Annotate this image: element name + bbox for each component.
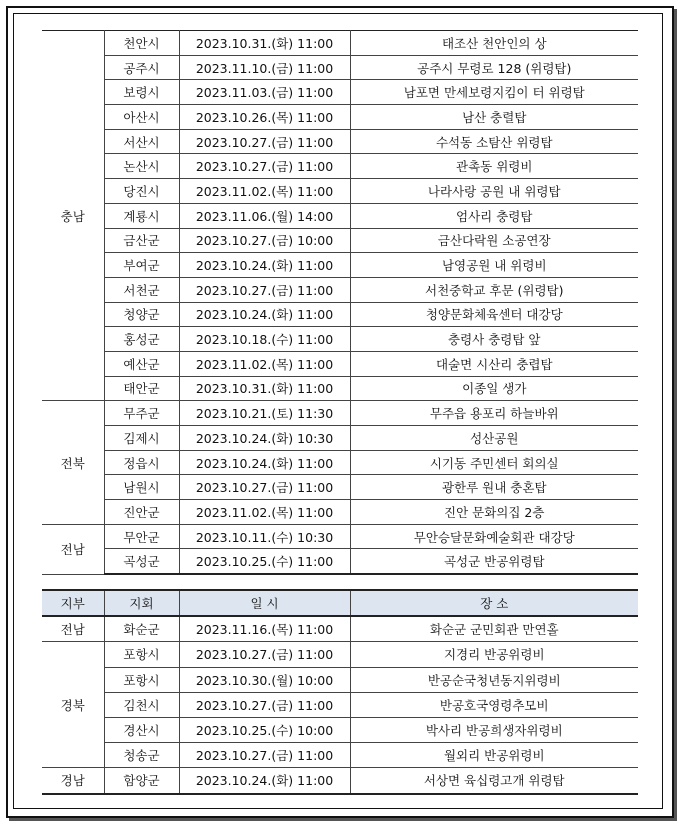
place-cell: 엄사리 충령탑	[350, 203, 638, 228]
place-cell: 수석동 소탐산 위령탑	[350, 129, 638, 154]
table-row	[42, 302, 638, 327]
table-row	[42, 500, 638, 525]
header-branch: 지회	[104, 590, 179, 616]
branch-cell: 무주군	[104, 401, 179, 426]
table-row	[42, 401, 638, 426]
place-cell: 청양문화체육센터 대강당	[350, 302, 638, 327]
place-cell: 공주시 무령로 128 (위령탑)	[350, 55, 638, 80]
date-cell: 2023.11.10.(금) 11:00	[179, 55, 350, 80]
branch-cell: 화순군	[104, 616, 179, 642]
date-cell: 2023.10.27.(금) 10:00	[179, 228, 350, 253]
branch-cell: 부여군	[104, 253, 179, 278]
place-cell: 월외리 반공위령비	[350, 743, 638, 768]
branch-cell: 금산군	[104, 228, 179, 253]
date-cell: 2023.10.27.(금) 11:00	[179, 642, 350, 667]
table-row	[42, 179, 638, 204]
table-row	[42, 549, 638, 574]
place-cell: 곡성군 반공위령탑	[350, 549, 638, 574]
table-row	[42, 475, 638, 500]
date-cell: 2023.11.02.(목) 11:00	[179, 179, 350, 204]
region-cell: 전북	[42, 401, 104, 524]
date-cell: 2023.11.03.(금) 11:00	[179, 80, 350, 105]
branch-cell: 서산시	[104, 129, 179, 154]
branch-cell: 계룡시	[104, 203, 179, 228]
branch-cell: 김제시	[104, 426, 179, 451]
date-cell: 2023.10.18.(수) 11:00	[179, 327, 350, 352]
place-cell: 충령사 충령탑 앞	[350, 327, 638, 352]
place-cell: 박사리 반공희생자위령비	[350, 717, 638, 742]
branch-cell: 무안군	[104, 524, 179, 549]
date-cell: 2023.10.21.(토) 11:30	[179, 401, 350, 426]
date-cell: 2023.11.06.(월) 14:00	[179, 203, 350, 228]
table-row	[42, 667, 638, 692]
branch-cell: 아산시	[104, 105, 179, 130]
branch-cell: 당진시	[104, 179, 179, 204]
table-row	[42, 692, 638, 717]
branch-cell: 예산군	[104, 351, 179, 376]
date-cell: 2023.11.16.(목) 11:00	[179, 616, 350, 642]
branch-cell: 청송군	[104, 743, 179, 768]
table-row	[42, 129, 638, 154]
place-cell: 나라사랑 공원 내 위령탑	[350, 179, 638, 204]
branch-cell: 함양군	[104, 768, 179, 794]
branch-cell: 진안군	[104, 500, 179, 525]
place-cell: 태조산 천안인의 상	[350, 31, 638, 56]
header-region: 지부	[42, 590, 104, 616]
branch-cell: 김천시	[104, 692, 179, 717]
table-row	[42, 253, 638, 278]
schedule-table-upper	[42, 30, 638, 575]
date-cell: 2023.11.02.(목) 11:00	[179, 351, 350, 376]
place-cell: 진안 문화의집 2층	[350, 500, 638, 525]
schedule-table-lower	[42, 589, 638, 795]
place-cell: 남산 충렬탑	[350, 105, 638, 130]
region-cell: 전남	[42, 616, 104, 642]
place-cell: 서상면 육십령고개 위령탑	[350, 768, 638, 794]
table-row	[42, 277, 638, 302]
place-cell: 이종일 생가	[350, 376, 638, 401]
header-place: 장 소	[350, 590, 638, 616]
table-row	[42, 616, 638, 642]
region-cell: 경남	[42, 768, 104, 794]
table-row	[42, 717, 638, 742]
date-cell: 2023.10.27.(금) 11:00	[179, 692, 350, 717]
table-row	[42, 376, 638, 401]
place-cell: 남영공원 내 위령비	[350, 253, 638, 278]
branch-cell: 천안시	[104, 31, 179, 56]
place-cell: 남포면 만세보령지킴이 터 위령탑	[350, 80, 638, 105]
date-cell: 2023.10.27.(금) 11:00	[179, 129, 350, 154]
header-row	[42, 590, 638, 616]
branch-cell: 논산시	[104, 154, 179, 179]
region-cell: 전남	[42, 524, 104, 574]
branch-cell: 서천군	[104, 277, 179, 302]
date-cell: 2023.10.11.(수) 10:30	[179, 524, 350, 549]
table-row	[42, 524, 638, 549]
date-cell: 2023.11.02.(목) 11:00	[179, 500, 350, 525]
table-row	[42, 642, 638, 667]
place-cell: 무주읍 용포리 하늘바위	[350, 401, 638, 426]
branch-cell: 청양군	[104, 302, 179, 327]
table-row	[42, 768, 638, 794]
table-row	[42, 105, 638, 130]
branch-cell: 포항시	[104, 642, 179, 667]
date-cell: 2023.10.25.(수) 10:00	[179, 717, 350, 742]
place-cell: 반공순국청년동지위령비	[350, 667, 638, 692]
branch-cell: 포항시	[104, 667, 179, 692]
date-cell: 2023.10.24.(화) 11:00	[179, 302, 350, 327]
branch-cell: 홍성군	[104, 327, 179, 352]
date-cell: 2023.10.27.(금) 11:00	[179, 154, 350, 179]
date-cell: 2023.10.27.(금) 11:00	[179, 743, 350, 768]
table-row	[42, 80, 638, 105]
date-cell: 2023.10.25.(수) 11:00	[179, 549, 350, 574]
branch-cell: 공주시	[104, 55, 179, 80]
branch-cell: 남원시	[104, 475, 179, 500]
place-cell: 반공호국영령추모비	[350, 692, 638, 717]
branch-cell: 보령시	[104, 80, 179, 105]
date-cell: 2023.10.31.(화) 11:00	[179, 31, 350, 56]
table-row	[42, 426, 638, 451]
header-date: 일 시	[179, 590, 350, 616]
table-row	[42, 31, 638, 56]
date-cell: 2023.10.26.(목) 11:00	[179, 105, 350, 130]
table-row	[42, 450, 638, 475]
table-row	[42, 228, 638, 253]
region-cell: 경북	[42, 642, 104, 768]
place-cell: 관촉동 위령비	[350, 154, 638, 179]
place-cell: 광한루 원내 충혼탑	[350, 475, 638, 500]
place-cell: 화순군 군민회관 만연홀	[350, 616, 638, 642]
table-row	[42, 743, 638, 768]
table-row	[42, 55, 638, 80]
date-cell: 2023.10.30.(월) 10:00	[179, 667, 350, 692]
table-row	[42, 351, 638, 376]
branch-cell: 정읍시	[104, 450, 179, 475]
place-cell: 성산공원	[350, 426, 638, 451]
date-cell: 2023.10.24.(화) 11:00	[179, 450, 350, 475]
table-row	[42, 327, 638, 352]
place-cell: 지경리 반공위령비	[350, 642, 638, 667]
table-row	[42, 203, 638, 228]
branch-cell: 태안군	[104, 376, 179, 401]
place-cell: 금산다락원 소공연장	[350, 228, 638, 253]
date-cell: 2023.10.27.(금) 11:00	[179, 475, 350, 500]
date-cell: 2023.10.24.(화) 11:00	[179, 768, 350, 794]
date-cell: 2023.10.27.(금) 11:00	[179, 277, 350, 302]
place-cell: 무안승달문화예술회관 대강당	[350, 524, 638, 549]
branch-cell: 경산시	[104, 717, 179, 742]
place-cell: 서천중학교 후문 (위령탑)	[350, 277, 638, 302]
date-cell: 2023.10.31.(화) 11:00	[179, 376, 350, 401]
date-cell: 2023.10.24.(화) 10:30	[179, 426, 350, 451]
place-cell: 대술면 시산리 충렵탑	[350, 351, 638, 376]
date-cell: 2023.10.24.(화) 11:00	[179, 253, 350, 278]
branch-cell: 곡성군	[104, 549, 179, 574]
table-row	[42, 154, 638, 179]
region-cell: 충남	[42, 31, 104, 401]
place-cell: 시기동 주민센터 회의실	[350, 450, 638, 475]
